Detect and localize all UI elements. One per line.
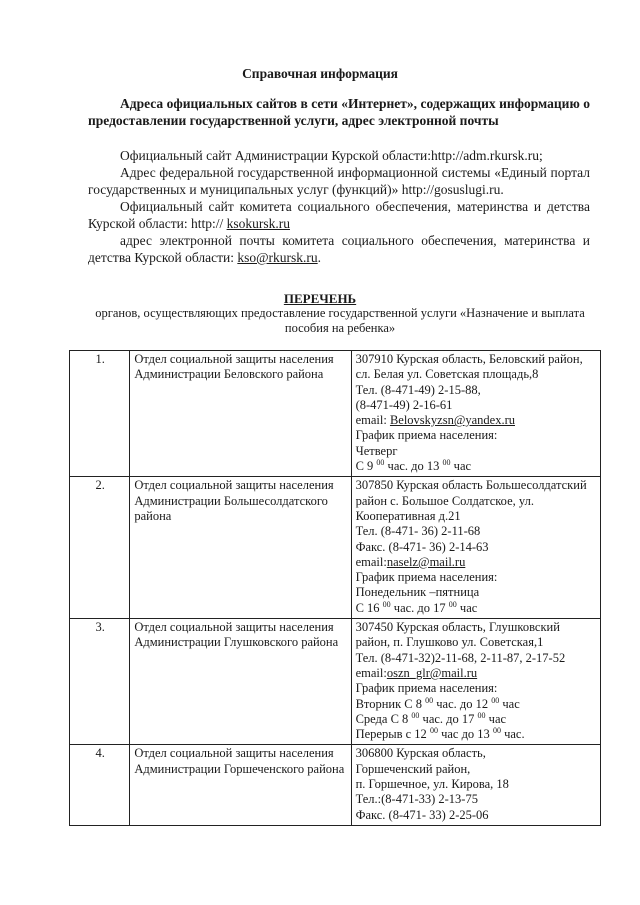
list-title: ПЕРЕЧЕНЬ bbox=[283, 291, 357, 306]
office-phone: Тел. (8-471- 36) 2-11-68 bbox=[355, 524, 481, 539]
intro-heading: Адреса официальных сайтов в сети «Интернет», содержащих информацию о предоставлении государственной услуги, адрес электронной почты bbox=[88, 96, 590, 128]
hours-part: час. bbox=[500, 727, 525, 742]
intro-paragraph-1: Официальный сайт Администрации Курской области:http://adm.rkursk.ru; bbox=[120, 148, 543, 163]
intro-paragraph-4-end: . bbox=[317, 250, 322, 265]
hours-part: час. до 12 bbox=[433, 696, 492, 711]
hours-part: С 16 bbox=[355, 600, 383, 615]
hours-part: час bbox=[499, 696, 520, 711]
office-contacts bbox=[351, 745, 600, 825]
office-phone: Тел. (8-471-49) 2-15-88, bbox=[355, 382, 481, 397]
hours-part: час до 13 bbox=[437, 727, 493, 742]
intro-paragraph-2: Адрес федеральной государственной информационной системы «Единый портал государственных и муниципальных услуг (функций)» http://gosuslugi.ru. bbox=[88, 165, 590, 197]
office-name: Отдел социальной защиты населения Администрации Большесолдатского района bbox=[130, 477, 351, 619]
schedule-day: Четверг bbox=[355, 443, 398, 458]
row-number: 2. bbox=[70, 477, 130, 619]
table-row bbox=[70, 477, 601, 619]
hours-part: час. до 17 bbox=[419, 711, 478, 726]
office-phone: Тел. (8-471-32)2-11-68, 2-11-87, 2-17-52 email: bbox=[355, 650, 566, 680]
intro-paragraph-4 bbox=[88, 232, 590, 266]
hours-sup: 00 bbox=[477, 710, 486, 720]
office-name: Отдел социальной защиты населения Администрации Беловского района bbox=[130, 351, 351, 477]
hours-part: час. до 17 bbox=[390, 600, 449, 615]
office-name: Отдел социальной защиты населения Администрации Горшеченского района bbox=[130, 745, 351, 825]
hours-sup: 00 bbox=[411, 710, 420, 720]
office-contacts bbox=[351, 351, 600, 477]
hours-sup: 00 bbox=[382, 599, 391, 609]
office-email-link[interactable]: oszn_glr@mail.ru bbox=[386, 665, 478, 680]
kso-email-link[interactable]: kso@rkursk.ru bbox=[237, 250, 318, 265]
intro-paragraph-3 bbox=[88, 198, 590, 232]
office-address: 306800 Курская область, bbox=[355, 746, 486, 761]
office-email-line bbox=[356, 413, 597, 428]
schedule-label: График приема населения: bbox=[355, 428, 498, 443]
hours-part: час bbox=[450, 459, 472, 474]
office-email-link[interactable]: Belovskyzsn@yandex.ru bbox=[389, 413, 515, 428]
hours-sup: 00 bbox=[448, 599, 457, 609]
hours-part: час bbox=[485, 711, 507, 726]
row-number: 3. bbox=[70, 619, 130, 745]
office-email-line bbox=[356, 555, 597, 570]
office-address: п. Горшечное, ул. Кирова, 18 bbox=[355, 777, 509, 792]
hours-part: Среда С 8 bbox=[355, 711, 412, 726]
office-name: Отдел социальной защиты населения Администрации Глушковского района bbox=[130, 619, 351, 745]
office-address: 307450 Курская область, Глушковский район, п. Глушково ул. Советская,1 bbox=[355, 620, 560, 650]
office-email-link[interactable]: naselz@mail.ru bbox=[386, 554, 466, 569]
office-fax: Факс. (8-471- 33) 2-25-06 bbox=[355, 807, 489, 822]
office-fax: Факс. (8-471- 36) 2-14-63 bbox=[355, 539, 489, 554]
schedule-hours bbox=[356, 601, 597, 616]
schedule-hours bbox=[356, 459, 597, 474]
table-row bbox=[70, 351, 601, 477]
email-label: email: bbox=[355, 413, 390, 428]
office-phone: Тел.:(8-471-33) 2-13-75 bbox=[355, 792, 478, 807]
email-label: email: bbox=[355, 554, 387, 569]
office-address: 307910 Курская область, Беловский район, сл. Белая ул. Советская площадь,8 bbox=[355, 352, 583, 382]
hours-sup: 00 bbox=[429, 725, 438, 735]
hours-sup: 00 bbox=[491, 695, 500, 705]
office-phone-email bbox=[356, 651, 597, 682]
office-phone: (8-471-49) 2-16-61 bbox=[355, 397, 453, 412]
schedule-hours bbox=[356, 712, 597, 727]
table-row bbox=[70, 619, 601, 745]
ksokursk-link[interactable]: ksokursk.ru bbox=[226, 216, 290, 231]
hours-part: Перерыв с 12 bbox=[355, 727, 430, 742]
hours-part: С 9 bbox=[355, 459, 377, 474]
hours-sup: 00 bbox=[492, 725, 501, 735]
schedule-break bbox=[356, 727, 597, 742]
intro-paragraph-3-text: Официальный сайт комитета социального обеспечения, материнства и детства Курской области: http:// bbox=[88, 199, 590, 231]
hours-part: Вторник С 8 bbox=[355, 696, 426, 711]
row-number: 1. bbox=[70, 351, 130, 477]
schedule-label: График приема населения: bbox=[355, 570, 498, 585]
offices-table bbox=[69, 350, 601, 826]
hours-sup: 00 bbox=[425, 695, 434, 705]
office-contacts bbox=[351, 477, 600, 619]
row-number: 4. bbox=[70, 745, 130, 825]
hours-sup: 00 bbox=[376, 457, 385, 467]
list-subtitle: органов, осуществляющих предоставление государственной услуги «Назначение и выплата пособия на ребенка» bbox=[95, 306, 585, 335]
intro-paragraph-4-text: адрес электронной почты комитета социального обеспечения, материнства и детства Курской области: bbox=[88, 233, 590, 265]
schedule-hours bbox=[356, 697, 597, 712]
schedule-day: Понедельник –пятница bbox=[355, 585, 480, 600]
office-address: 307850 Курская область Большесолдатский район с. Большое Солдатское, ул. Кооперативная д.21 bbox=[355, 478, 587, 523]
page-title: Справочная информация bbox=[242, 66, 398, 81]
schedule-label: График приема населения: bbox=[355, 681, 498, 696]
table-row bbox=[70, 745, 601, 825]
office-address: Горшеченский район, bbox=[355, 761, 471, 776]
hours-sup: 00 bbox=[442, 457, 451, 467]
hours-part: час. до 13 bbox=[384, 459, 443, 474]
hours-part: час bbox=[456, 600, 478, 615]
office-contacts bbox=[351, 619, 600, 745]
